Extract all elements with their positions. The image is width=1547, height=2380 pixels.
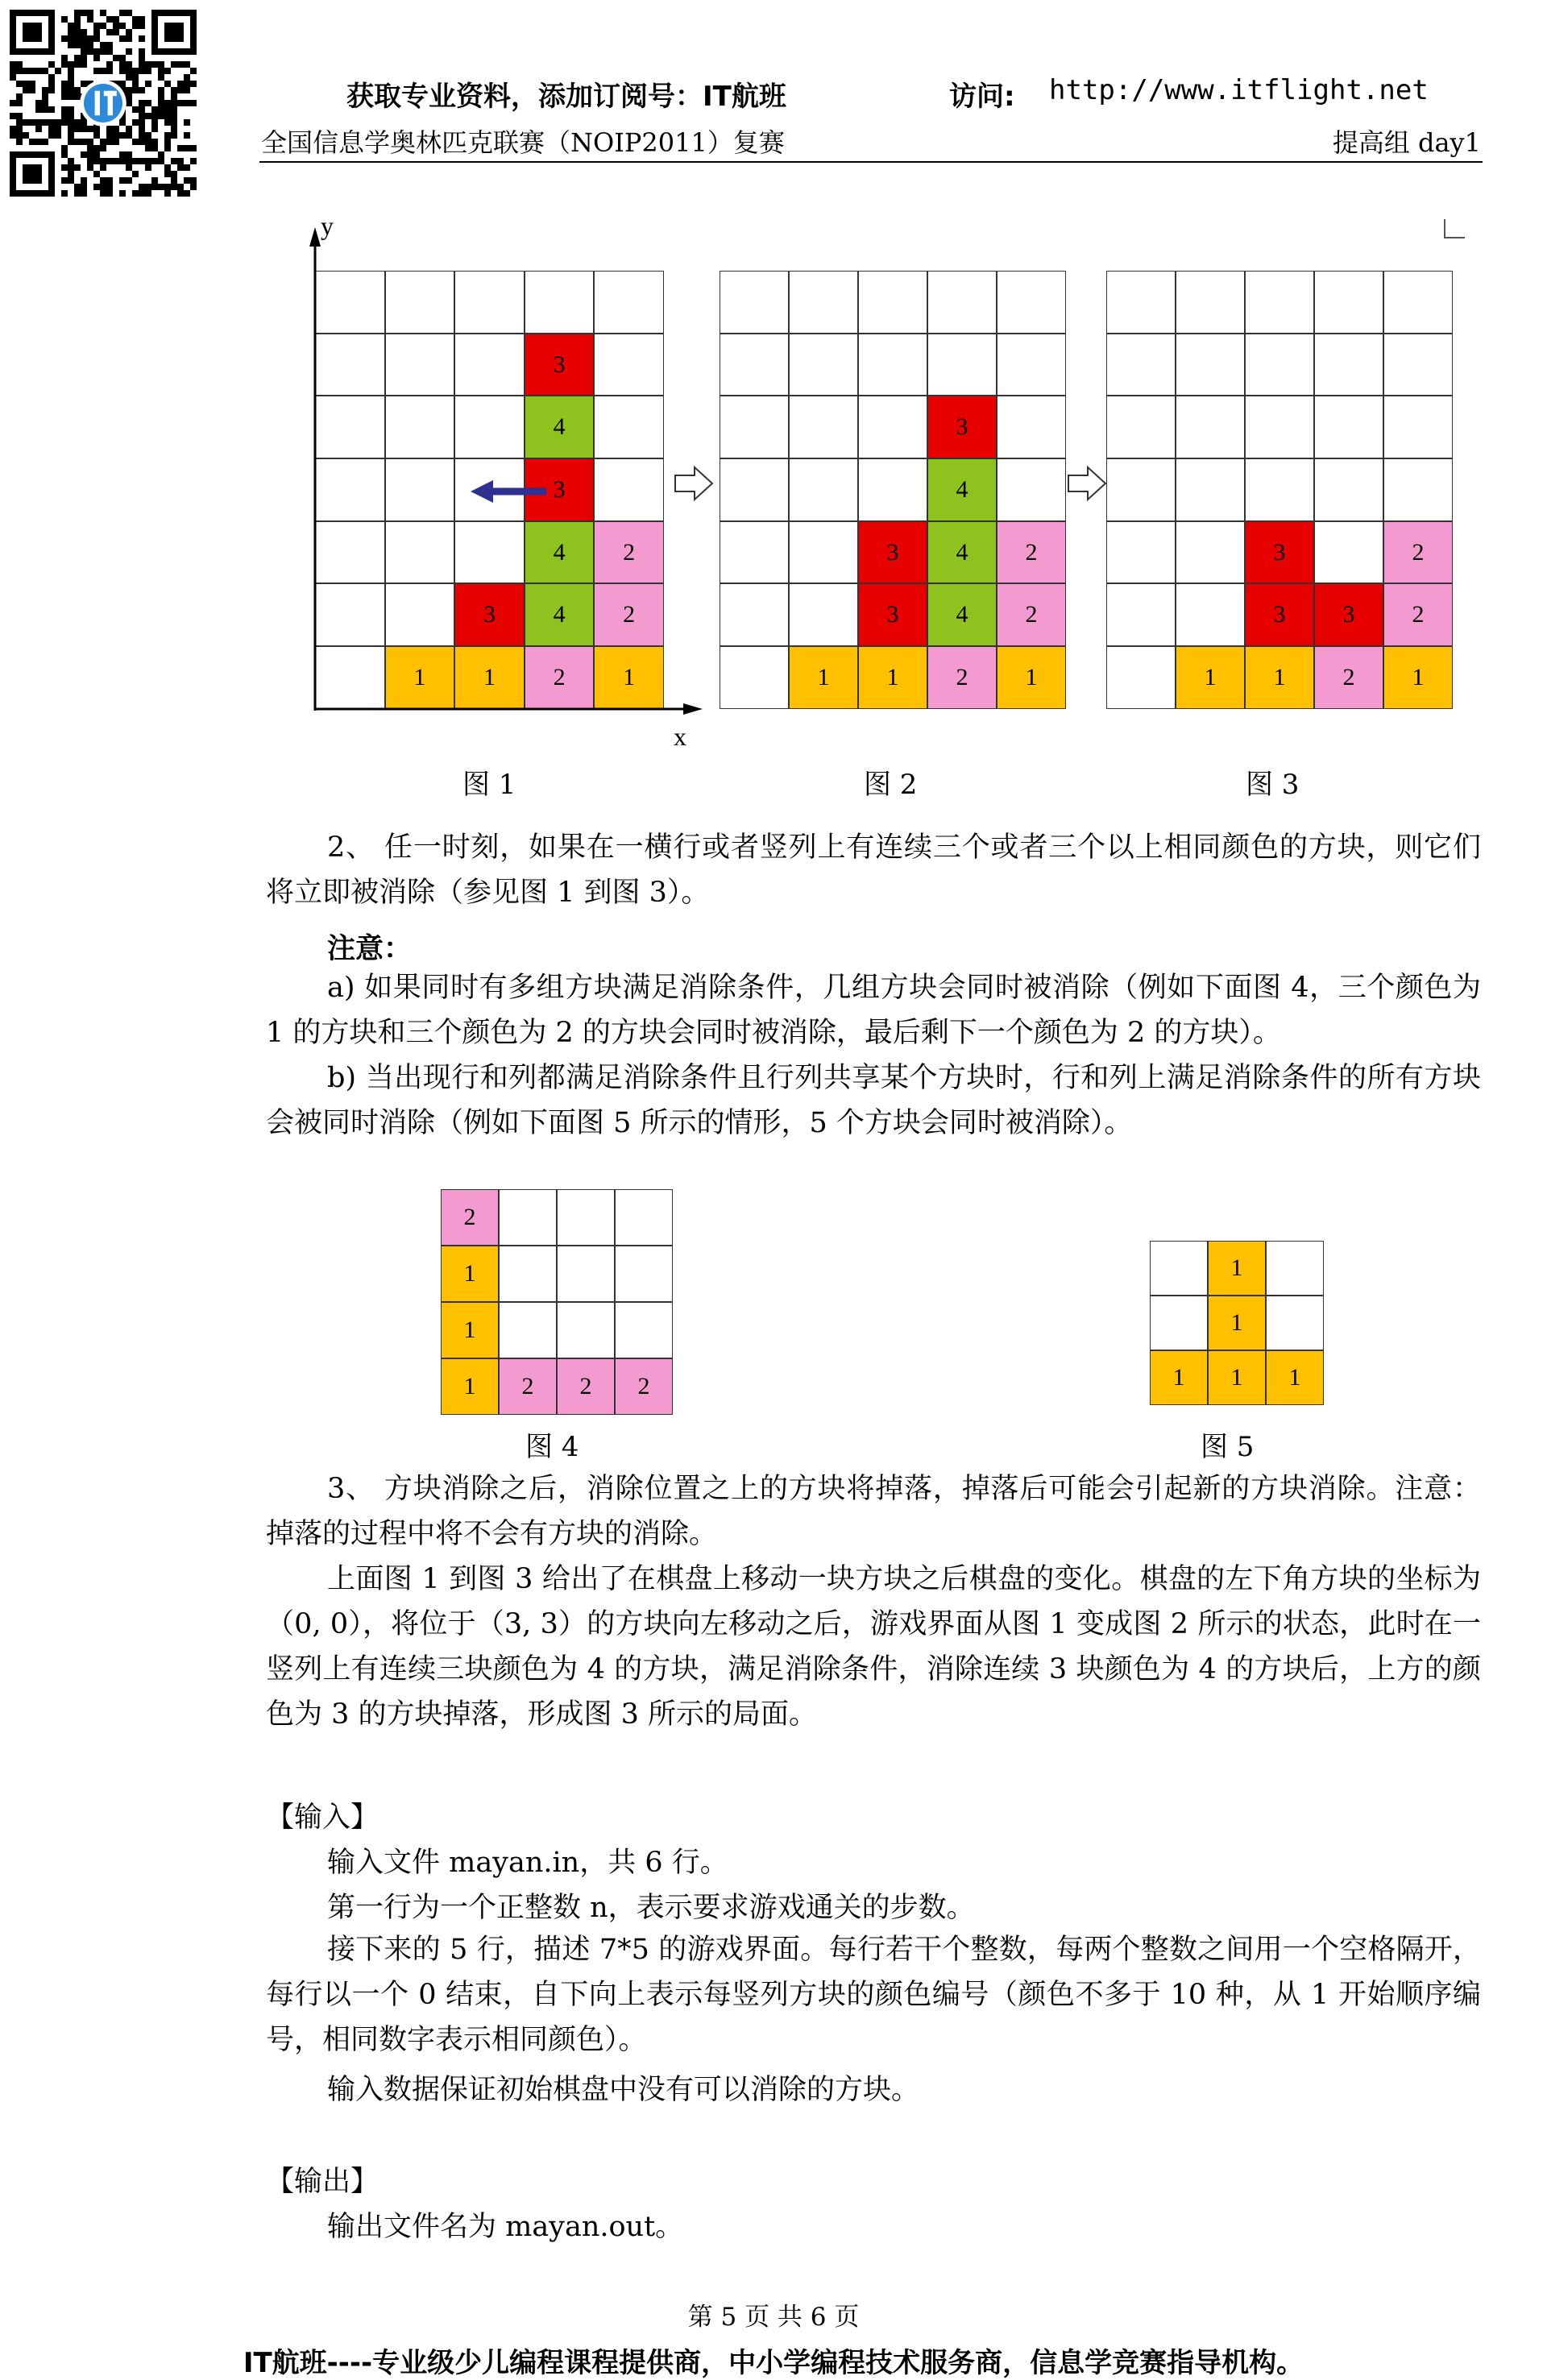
block-color-1: 1 bbox=[1208, 1350, 1266, 1405]
block-color-1: 1 bbox=[789, 646, 858, 709]
block-color-2: 2 bbox=[499, 1358, 557, 1415]
input-line-2: 第一行为一个正整数 n，表示要求游戏通关的步数。 bbox=[327, 1892, 975, 1924]
contest-title: 全国信息学奥林匹克联赛（NOIP2011）复赛 bbox=[261, 127, 785, 158]
block-color-4: 4 bbox=[927, 458, 997, 521]
empty-cell bbox=[615, 1302, 673, 1358]
figure-5-caption: 图 5 bbox=[1201, 1431, 1255, 1463]
block-color-2: 2 bbox=[1314, 646, 1383, 709]
rule-2: 2、 任一时刻，如果在一横行或者竖列上有连续三个或者三个以上相同颜色的方块，则它们将立即被消除（参见图 1 到图 3）。 bbox=[266, 831, 1481, 909]
output-line-1: 输出文件名为 mayan.out。 bbox=[327, 2211, 684, 2243]
y-axis-arrow bbox=[309, 227, 321, 711]
block-color-1: 1 bbox=[997, 646, 1066, 709]
block-color-2: 2 bbox=[594, 521, 664, 584]
block-color-1: 1 bbox=[441, 1358, 499, 1415]
y-axis-label: y bbox=[321, 211, 334, 240]
empty-cell bbox=[615, 1246, 673, 1302]
empty-cell bbox=[499, 1302, 557, 1358]
output-section-title: 【输出】 bbox=[266, 2166, 379, 2198]
input-section-title: 【输入】 bbox=[266, 1802, 379, 1834]
empty-cell bbox=[1150, 1296, 1208, 1350]
block-color-3: 3 bbox=[525, 334, 595, 396]
block-color-1: 1 bbox=[454, 646, 525, 709]
rule-3: 3、 方块消除之后，消除位置之上的方块将掉落，掉落后可能会引起新的方块消除。注意：掉落的过程中将不会有方块的消除。 bbox=[266, 1473, 1481, 1550]
input-line-1: 输入文件 mayan.in，共 6 行。 bbox=[327, 1847, 728, 1879]
block-color-2: 2 bbox=[997, 521, 1066, 584]
promo-text: 获取专业资料，添加订阅号：IT航班 bbox=[346, 81, 786, 113]
block-color-1: 1 bbox=[441, 1246, 499, 1302]
empty-cell bbox=[615, 1189, 673, 1246]
block-color-2: 2 bbox=[525, 646, 595, 709]
note-b: b) 当出现行和列都满足消除条件且行列共享某个方块时，行和列上满足消除条件的所有方块会被同时消除（例如下面图 5 所示的情形，5 个方块会同时被消除）。 bbox=[266, 1062, 1481, 1139]
figure-1-caption: 图 1 bbox=[462, 769, 516, 801]
block-color-4: 4 bbox=[927, 521, 997, 584]
empty-cell bbox=[499, 1189, 557, 1246]
block-color-2: 2 bbox=[1383, 583, 1453, 646]
empty-cell bbox=[557, 1302, 615, 1358]
input-line-3: 接下来的 5 行，描述 7*5 的游戏界面。每行若干个整数，每两个整数之间用一个空格隔开，每行以一个 0 结束，自下向上表示每竖列方块的颜色编号（颜色不多于 10 种，从 1 开始顺序编号，相同数字表示相同颜色）。 bbox=[266, 1934, 1481, 2056]
block-color-1: 1 bbox=[858, 646, 927, 709]
block-color-1: 1 bbox=[1150, 1350, 1208, 1405]
block-color-2: 2 bbox=[1383, 521, 1453, 584]
block-color-2: 2 bbox=[615, 1358, 673, 1415]
block-color-1: 1 bbox=[385, 646, 455, 709]
x-axis-arrow bbox=[315, 703, 703, 715]
figure-4-board bbox=[441, 1189, 673, 1415]
note-label: 注意： bbox=[327, 932, 413, 965]
block-color-1: 1 bbox=[441, 1302, 499, 1358]
block-color-1: 1 bbox=[1208, 1296, 1266, 1350]
figure-3-caption: 图 3 bbox=[1246, 769, 1300, 801]
block-color-3: 3 bbox=[927, 396, 997, 458]
block-color-4: 4 bbox=[525, 583, 595, 646]
empty-cell bbox=[1266, 1296, 1324, 1350]
page-number: 第 5 页 共 6 页 bbox=[687, 2303, 860, 2332]
empty-cell bbox=[1150, 1241, 1208, 1296]
empty-cell bbox=[499, 1246, 557, 1302]
figure-5-board bbox=[1150, 1241, 1324, 1405]
x-axis-label: x bbox=[674, 722, 686, 751]
block-color-1: 1 bbox=[1266, 1350, 1324, 1405]
block-color-2: 2 bbox=[441, 1189, 499, 1246]
note-a: a) 如果同时有多组方块满足消除条件，几组方块会同时被消除（例如下面图 4，三个颜色为 1 的方块和三个颜色为 2 的方块会同时被消除，最后剩下一个颜色为 2 的方块）。 bbox=[266, 972, 1481, 1049]
block-color-4: 4 bbox=[525, 521, 595, 584]
block-color-3: 3 bbox=[1245, 583, 1314, 646]
block-color-2: 2 bbox=[557, 1358, 615, 1415]
figure-annotations bbox=[0, 0, 1547, 806]
empty-cell bbox=[557, 1246, 615, 1302]
move-left-arrow bbox=[471, 480, 546, 503]
figure-4-caption: 图 4 bbox=[525, 1431, 579, 1463]
block-color-3: 3 bbox=[858, 521, 927, 584]
block-color-3: 3 bbox=[1245, 521, 1314, 584]
transition-arrow-2 bbox=[1068, 467, 1105, 500]
block-color-1: 1 bbox=[594, 646, 664, 709]
block-color-1: 1 bbox=[1176, 646, 1245, 709]
figure-2-caption: 图 2 bbox=[864, 769, 918, 801]
footer-brand-text: IT航班----专业级少儿编程课程提供商，中小学编程技术服务商，信息学竞赛指导机构。 bbox=[243, 2347, 1304, 2379]
block-color-2: 2 bbox=[997, 583, 1066, 646]
block-color-3: 3 bbox=[454, 583, 525, 646]
explanation-paragraph: 上面图 1 到图 3 给出了在棋盘上移动一块方块之后棋盘的变化。棋盘的左下角方块的坐标为（0, 0），将位于（3, 3）的方块向左移动之后，游戏界面从图 1 变成图 2 所示的状态，此时在一竖列上有连续三块颜色为 4 的方块，满足消除条件，消除连续 3 块颜色为 4 的方块后，上方的颜色为 3 的方块掉落，形成图 3 所示的局面。 bbox=[266, 1563, 1481, 1731]
block-color-3: 3 bbox=[1314, 583, 1383, 646]
block-color-2: 2 bbox=[594, 583, 664, 646]
site-url[interactable]: http://www.itflight.net bbox=[1049, 74, 1429, 106]
empty-cell bbox=[1266, 1241, 1324, 1296]
transition-arrow-1 bbox=[675, 467, 712, 500]
input-line-4: 输入数据保证初始棋盘中没有可以消除的方块。 bbox=[327, 2074, 920, 2106]
block-color-2: 2 bbox=[927, 646, 997, 709]
group-day: 提高组 day1 bbox=[1332, 127, 1481, 158]
block-color-3: 3 bbox=[858, 583, 927, 646]
empty-cell bbox=[557, 1189, 615, 1246]
block-color-4: 4 bbox=[525, 396, 595, 458]
block-color-4: 4 bbox=[927, 583, 997, 646]
block-color-1: 1 bbox=[1383, 646, 1453, 709]
block-color-1: 1 bbox=[1245, 646, 1314, 709]
block-color-1: 1 bbox=[1208, 1241, 1266, 1296]
block-color-3: 3 bbox=[525, 458, 595, 521]
visit-label: 访问: bbox=[949, 81, 1015, 113]
